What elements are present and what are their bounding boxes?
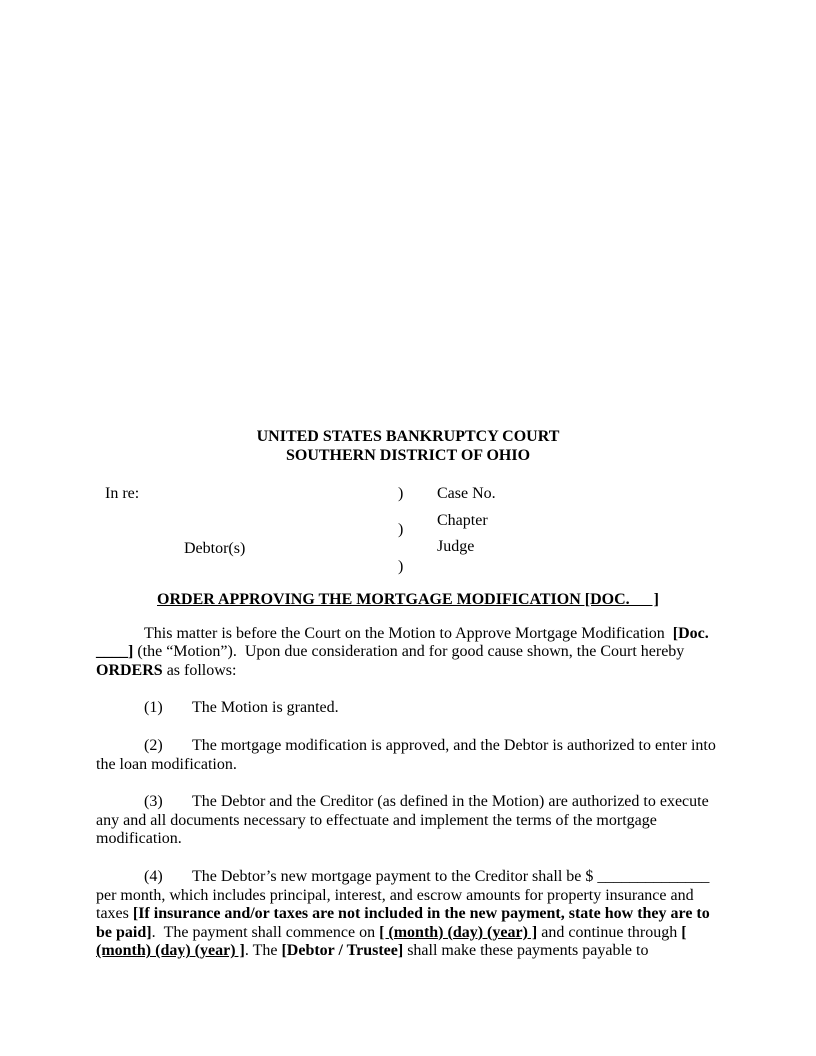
item-2-text: The mortgage modification is approved, and the Debtor is authorized to enter into the loan modification.: [96, 736, 716, 773]
caption-paren-1: ): [398, 485, 404, 502]
item-4-text-1: The Debtor’s new mortgage payment to the Creditor shall be $ ______________ per month, which includes principal, interest, and escrow amounts for property insurance and taxes: [96, 867, 710, 923]
item-4-debtor-trustee: [Debtor / Trustee]: [281, 942, 404, 960]
intro-text-1: This matter is before the Court on the Motion to Approve Mortgage Modification: [144, 624, 673, 642]
order-body: [96, 591, 720, 961]
court-heading: [0, 428, 816, 465]
item-4-insurance-note: [If insurance and/or taxes are not included in the new payment, state how they are to be paid]: [96, 905, 710, 941]
order-item-1: [96, 699, 720, 718]
court-name-line2: SOUTHERN DISTRICT OF OHIO: [285, 446, 531, 464]
intro-doc-blank: [Doc. ____]: [96, 624, 709, 661]
item-4-text-5: shall make these payments payable to: [403, 942, 649, 960]
caption-paren-2: ): [398, 521, 404, 538]
item-4-text-4: . The: [244, 942, 282, 960]
caption-case-no: Case No.: [437, 485, 496, 502]
item-3-number: (3): [144, 793, 163, 811]
item-1-number: (1): [144, 699, 163, 717]
court-name-line1: UNITED STATES BANKRUPTCY COURT: [256, 428, 560, 445]
caption-debtors: Debtor(s): [184, 540, 246, 557]
item-4-text-3: and continue through: [537, 923, 682, 941]
caption-chapter: Chapter: [437, 512, 488, 529]
caption-judge: Judge: [437, 538, 475, 555]
item-2-number: (2): [144, 736, 163, 754]
item-4-commence-date-blank: [ (month) (day) (year) ]: [379, 923, 538, 941]
item-3-text: The Debtor and the Creditor (as defined in the Motion) are authorized to execute any and all documents necessary to effectuate and implement the terms of the mortgage modification.: [96, 793, 709, 848]
order-item-4: [96, 868, 720, 961]
intro-text-2: (the “Motion”). Upon due consideration and for good cause shown, the Court hereby: [133, 643, 685, 661]
order-title-text: ORDER APPROVING THE MORTGAGE MODIFICATION [DOC. ]: [157, 591, 659, 608]
item-4-through-date-blank: [ (month) (day) (year) ]: [96, 923, 687, 960]
order-item-2: [96, 737, 720, 774]
order-item-3: [96, 793, 720, 849]
order-title: [96, 591, 720, 610]
item-4-text-2: . The payment shall commence on: [151, 923, 380, 941]
paragraph-intro: [96, 625, 720, 681]
caption-in-re: In re:: [105, 485, 140, 502]
item-4-number: (4): [144, 867, 163, 885]
intro-orders: ORDERS: [96, 661, 163, 679]
intro-text-3: as follows:: [162, 661, 237, 679]
caption-paren-3: ): [398, 558, 404, 575]
item-1-text: The Motion is granted.: [192, 699, 339, 717]
